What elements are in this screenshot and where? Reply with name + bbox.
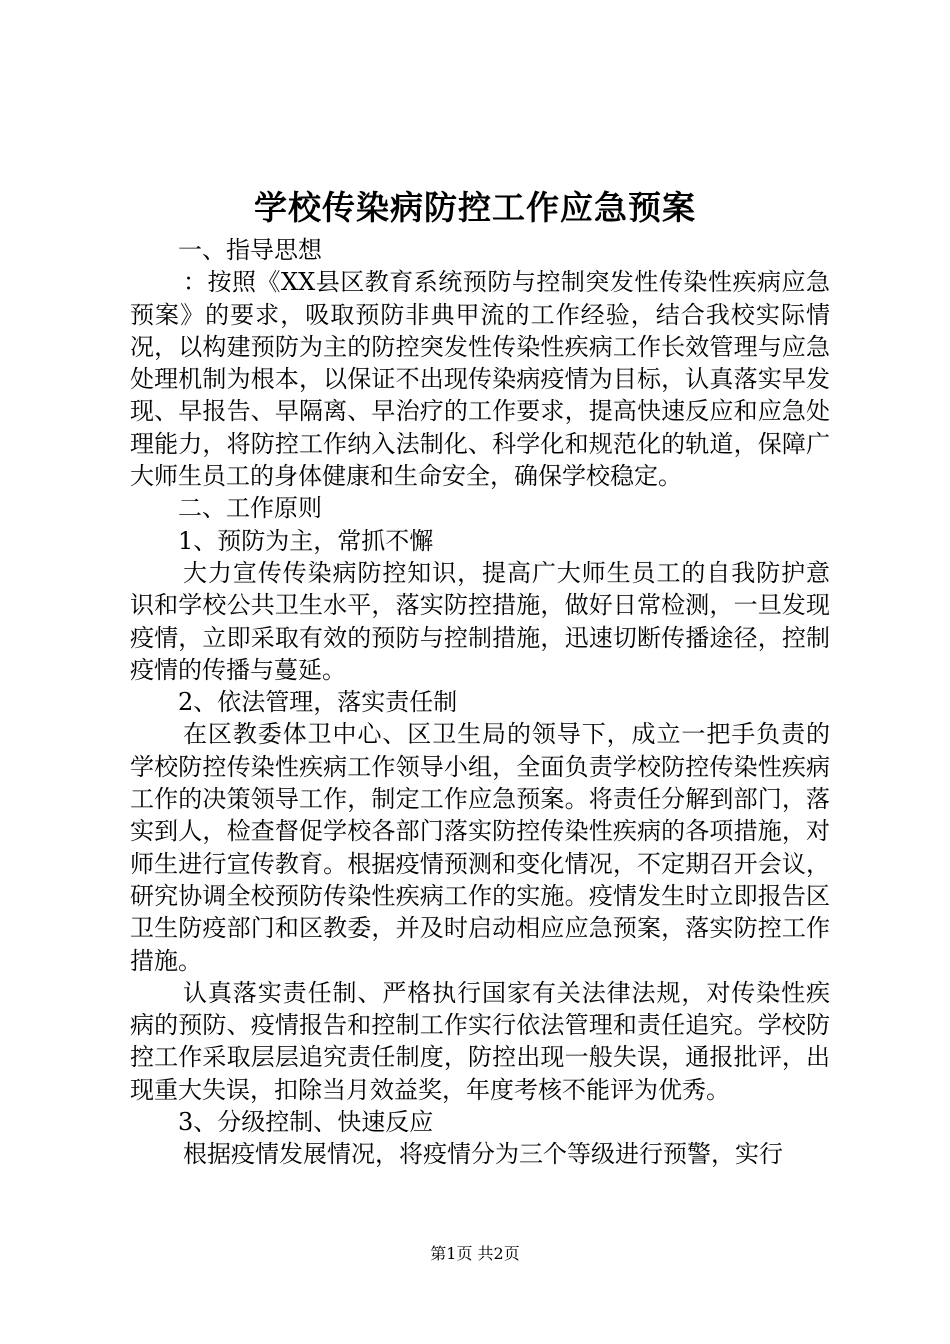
document-title: 学校传染病防控工作应急预案 (254, 188, 696, 227)
subheading-graded-control: 3、分级控制、快速反应 (178, 1108, 434, 1137)
paragraph-responsibility: 认真落实责任制、严格执行国家有关法律法规，对传染性疾病的预防、疫情报告和控制工作实行依法管理和责任追究。学校防控工作采取层层追究责任制度，防控出现一般失误，通报批评，出现重大失误，扣除当月效益奖，年度考核不能评为优秀。 (130, 978, 830, 1104)
document-body (130, 234, 830, 1171)
section-heading-work-principles: 二、工作原则 (178, 494, 322, 523)
paragraph-leadership: 在区教委体卫中心、区卫生局的领导下，成立一把手负责的学校防控传染性疾病工作领导小组，全面负责学校防控传染性疾病工作的决策领导工作，制定工作应急预案。将责任分解到部门，落实到人，检查督促学校各部门落实防控传染性疾病的各项措施，对师生进行宣传教育。根据疫情预测和变化情况，不定期召开会议，研究协调全校预防传染性疾病工作的实施。疫情发生时立即报告区卫生防疫部门和区教委，并及时启动相应应急预案，落实防控工作措施。 (130, 720, 830, 975)
subheading-lawful-management: 2、依法管理，落实责任制 (178, 688, 458, 717)
paragraph-graded-warning: 根据疫情发展情况，将疫情分为三个等级进行预警，实行 (183, 1140, 783, 1169)
paragraph-guiding-ideology: ：按照《XX县区教育系统预防与控制突发性传染性疾病应急预案》的要求，吸取预防非典甲流的工作经验，结合我校实际情况，以构建预防为主的防控突发性传染性疾病工作长效管理与应急处理机制为根本，以保证不出现传染病疫情为目标，认真落实早发现、早报告、早隔离、早治疗的工作要求，提高快速反应和应急处理能力，将防控工作纳入法制化、科学化和规范化的轨道，保障广大师生员工的身体健康和生命安全，确保学校稳定。 (130, 268, 830, 491)
paragraph-prevention: 大力宣传传染病防控知识，提高广大师生员工的自我防护意识和学校公共卫生水平，落实防控措施，做好日常检测，一旦发现疫情，立即采取有效的预防与控制措施，迅速切断传播途径，控制疫情的传播与蔓延。 (130, 558, 830, 684)
section-heading-guiding-ideology: 一、指导思想 (178, 236, 322, 264)
subheading-prevention-first: 1、预防为主，常抓不懈 (178, 526, 434, 555)
page-number-footer: 第1页 共2页 (430, 1244, 520, 1263)
